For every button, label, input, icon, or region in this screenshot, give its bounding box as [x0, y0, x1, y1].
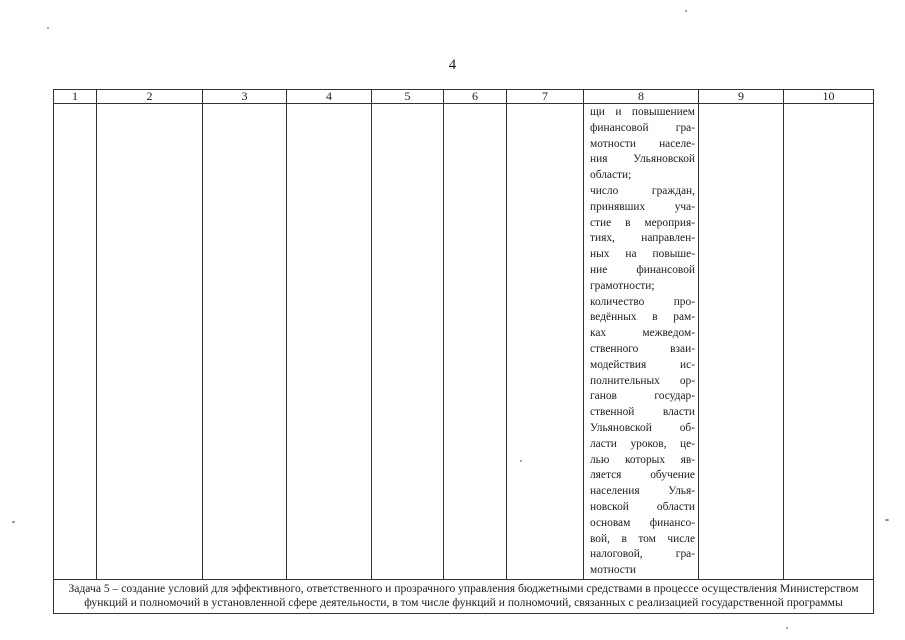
cell-col-8-indicators — [584, 104, 699, 580]
indicator-line: мотности — [590, 564, 636, 577]
data-table — [53, 89, 874, 614]
indicator-line: полнительных ор- — [590, 374, 695, 387]
indicator-line: ных на повыше- — [590, 248, 695, 261]
scan-speck — [685, 10, 687, 12]
indicator-line: ганов государ- — [590, 390, 695, 403]
cell-col-1 — [54, 104, 97, 580]
indicator-line: ственного взаи- — [590, 342, 695, 355]
indicator-line: ведённых в рам- — [590, 311, 695, 324]
cell-col-4 — [287, 104, 372, 580]
header-cell-1: 1 — [54, 90, 97, 104]
header-cell-2: 2 — [97, 90, 203, 104]
header-cell-8: 8 — [584, 90, 699, 104]
indicator-line: населения Улья- — [590, 485, 695, 498]
cell-col-7 — [507, 104, 584, 580]
table-row — [54, 104, 874, 580]
indicator-line: мотности населе- — [590, 137, 695, 150]
indicator-line: Ульяновской об- — [590, 421, 695, 434]
indicator-line: ках межведом- — [590, 327, 695, 340]
cell-col-5 — [372, 104, 444, 580]
header-cell-4: 4 — [287, 90, 372, 104]
cell-col-6 — [444, 104, 507, 580]
indicator-line: новской области — [590, 500, 695, 513]
scan-speck — [12, 521, 15, 523]
scan-speck — [47, 27, 49, 29]
header-row — [54, 90, 874, 104]
task-row — [54, 579, 874, 613]
indicator-line: ляется обучение — [590, 469, 695, 482]
header-cell-10: 10 — [784, 90, 874, 104]
header-cell-3: 3 — [203, 90, 287, 104]
indicator-line: щи и повышением — [590, 106, 695, 118]
indicator-line: ственной власти — [590, 406, 695, 419]
indicator-line: принявших уча- — [590, 200, 695, 213]
indicator-line: ние финансовой — [590, 263, 695, 276]
cell-col-3 — [203, 104, 287, 580]
indicator-line: финансовой гра- — [590, 121, 695, 134]
indicator-line: лью которых яв- — [590, 453, 695, 466]
indicator-line: модействия ис- — [590, 358, 695, 371]
scan-speck — [885, 519, 889, 521]
cell-col-2 — [97, 104, 203, 580]
indicator-line: налоговой, гра- — [590, 548, 695, 561]
indicator-line: вой, в том числе — [590, 532, 695, 545]
page-number: 4 — [448, 57, 457, 73]
indicator-line: области; — [590, 169, 632, 182]
header-cell-6: 6 — [444, 90, 507, 104]
header-cell-9: 9 — [699, 90, 784, 104]
header-cell-7: 7 — [507, 90, 584, 104]
indicator-line: ния Ульяновской — [590, 153, 695, 166]
scan-speck — [786, 627, 788, 629]
cell-col-9 — [699, 104, 784, 580]
scan-speck — [520, 460, 522, 462]
indicator-line: число граждан, — [590, 184, 695, 197]
indicator-line: грамотности; — [590, 279, 655, 292]
header-cell-5: 5 — [372, 90, 444, 104]
indicator-line: ласти уроков, це- — [590, 437, 695, 450]
indicator-line: основам финансо- — [590, 516, 695, 529]
indicator-line: количество про- — [590, 295, 695, 308]
cell-col-10 — [784, 104, 874, 580]
indicator-line: стие в мероприя- — [590, 216, 695, 229]
indicator-line: тиях, направлен- — [590, 232, 695, 245]
task-5-text: Задача 5 – создание условий для эффективного, ответственного и прозрачного управления бюджетными средствами в процессе осуществления Министерством функций и полномочий в установленной сфере деятельности, в том числе функций и полномочий, связанных с реализацией государственной программы — [54, 579, 874, 613]
